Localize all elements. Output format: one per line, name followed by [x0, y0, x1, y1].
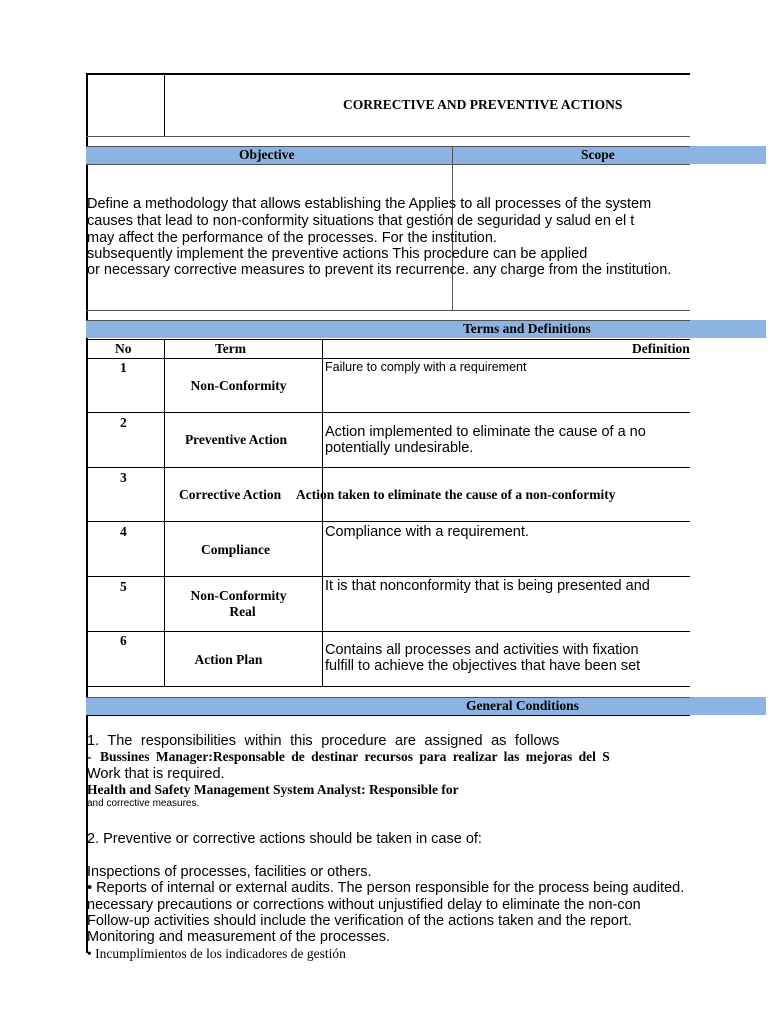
general-p8: • Reports of internal or external audits. The person responsible for the process being audited. — [87, 880, 685, 896]
term-row-1-term: Non-Conformity — [190, 378, 287, 393]
general-p3: Work that is required. — [87, 766, 225, 782]
term-row-2-definition-2: potentially undesirable. — [325, 440, 474, 456]
col-definition-header: Definition — [632, 341, 690, 356]
term-row-5-bottom — [86, 631, 690, 632]
general-p1: 1. The responsibilities within this procedure are assigned as follows — [87, 733, 560, 749]
scope-label: Scope — [581, 147, 615, 162]
objective-scope-header-band — [86, 146, 766, 164]
term-row-5-term-line-1: Non-Conformity — [190, 588, 287, 603]
general-p9: necessary precautions or corrections without unjustified delay to eliminate the non-con — [87, 897, 641, 913]
term-row-1-no: 1 — [120, 360, 127, 375]
objective-scope-line-5: or necessary corrective measures to prevent its recurrence. any charge from the institution. — [87, 262, 672, 278]
term-row-4-bottom — [86, 576, 690, 577]
general-p10: Follow-up activities should include the verification of the actions taken and the report. — [87, 913, 632, 929]
term-row-3-term: Corrective Action — [179, 487, 282, 502]
term-row-1-definition: Failure to comply with a requirement — [325, 360, 527, 374]
term-row-5-no: 5 — [120, 579, 127, 594]
document-title: CORRECTIVE AND PREVENTIVE ACTIONS — [343, 97, 623, 112]
objective-scope-line-2: causes that lead to non-conformity situations that gestión de seguridad y salud en el t — [87, 213, 635, 229]
header-top-border — [86, 73, 690, 75]
term-row-3-definition: Action taken to eliminate the cause of a non-conformity — [296, 487, 616, 502]
general-p5: and corrective measures. — [87, 798, 200, 809]
general-band-bottom — [86, 715, 690, 716]
general-p12-clip — [87, 946, 690, 961]
terms-col-divider-2 — [322, 339, 323, 686]
objective-scope-line-1: Define a methodology that allows establishing the Applies to all processes of the system — [87, 196, 652, 212]
term-row-6-no: 6 — [120, 633, 127, 648]
general-p11: Monitoring and measurement of the processes. — [87, 929, 391, 945]
general-p2: Bussines Manager:Responsable de destinar recursos para realizar las mejoras del S — [100, 749, 610, 764]
terms-band-top — [86, 320, 690, 321]
terms-section-title: Terms and Definitions — [463, 321, 591, 336]
objective-scope-line-3: may affect the performance of the processes. For the institution. — [87, 230, 497, 246]
term-row-3-bottom — [86, 521, 690, 522]
term-row-2-definition-1: Action implemented to eliminate the cause of a no — [325, 424, 646, 440]
term-row-5-term-line-2: Real — [229, 604, 256, 619]
terms-header-band — [86, 320, 766, 338]
term-row-2-no: 2 — [120, 415, 127, 430]
general-section-title: General Conditions — [466, 698, 579, 713]
col-term-header: Term — [215, 341, 246, 356]
general-p4: Health and Safety Management System Analyst: Responsible for — [87, 782, 459, 797]
term-row-6-term: Action Plan — [194, 652, 263, 667]
objective-label: Objective — [239, 147, 295, 162]
term-row-5-definition: It is that nonconformity that is being presented and — [325, 578, 650, 594]
term-row-2-term: Preventive Action — [184, 432, 288, 447]
terms-table-bottom — [86, 686, 690, 687]
col-no-header: No — [115, 341, 132, 356]
objective-band-bottom — [86, 164, 690, 165]
general-p6: 2. Preventive or corrective actions should be taken in case of: — [87, 831, 482, 847]
general-p2-prefix: - — [87, 749, 92, 764]
objective-section-bottom — [86, 310, 690, 311]
term-row-3-no: 3 — [120, 470, 127, 485]
term-row-4-term: Compliance — [201, 542, 270, 557]
term-row-6-definition-2: fulfill to achieve the objectives that have been set — [325, 658, 641, 674]
objective-scope-line-4: subsequently implement the preventive actions This procedure can be applied — [87, 246, 588, 262]
general-band-top — [86, 697, 690, 698]
general-p7: Inspections of processes, facilities or others. — [87, 864, 372, 880]
logo-cell-border — [164, 73, 165, 137]
term-row-2-bottom — [86, 467, 690, 468]
term-row-6-definition-1: Contains all processes and activities with fixation — [325, 642, 639, 658]
general-p12: • Incumplimientos de los indicadores de gestión — [87, 946, 346, 961]
terms-band-bottom — [86, 339, 690, 340]
term-row-1-bottom — [86, 412, 690, 413]
term-row-4-no: 4 — [120, 524, 127, 539]
header-bottom-border — [86, 136, 690, 137]
term-row-4-definition: Compliance with a requirement. — [325, 524, 529, 540]
general-header-band — [86, 697, 766, 715]
